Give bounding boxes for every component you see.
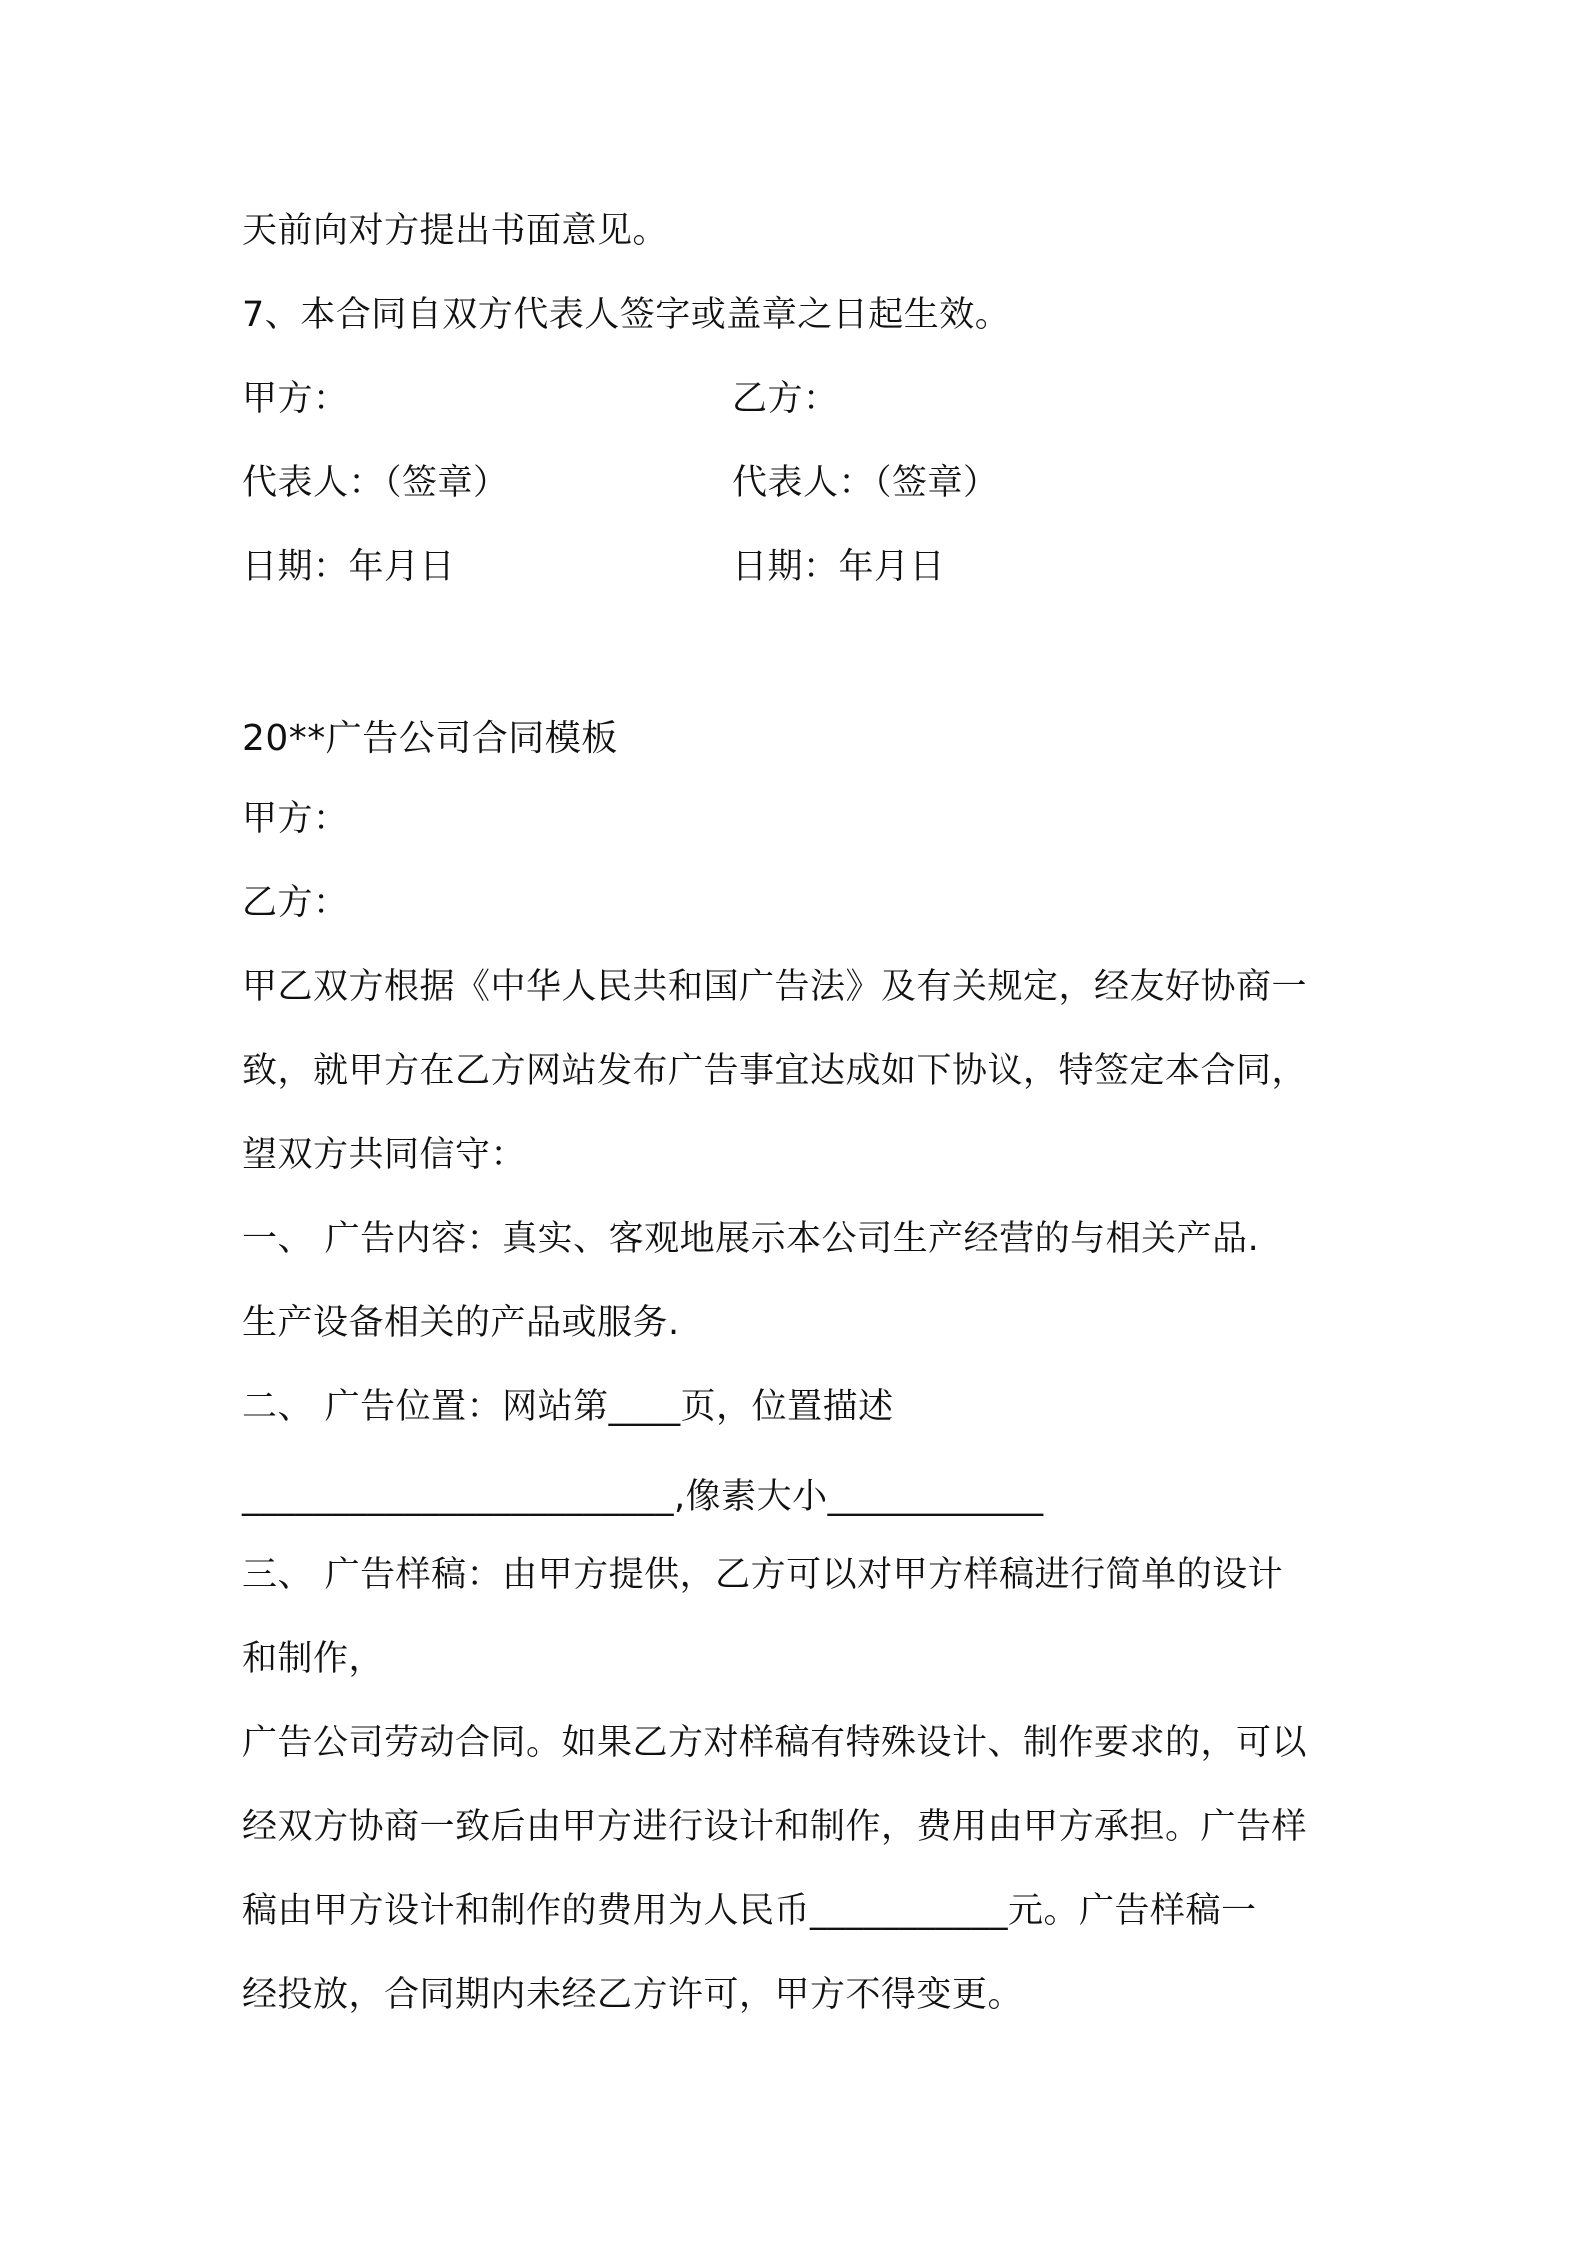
signature-party-b: 乙方： bbox=[732, 379, 839, 419]
signature-party-a: 甲方： bbox=[242, 379, 349, 419]
clause-7: 7、本合同自双方代表人签字或盖章之日起生效。 bbox=[242, 295, 1011, 335]
continuation-text: 天前向对方提出书面意见。 bbox=[242, 211, 669, 251]
section-3-line: 广告公司劳动合同。如果乙方对样稿有特殊设计、制作要求的，可以 bbox=[242, 1723, 1308, 1763]
section-3-line: 三、 广告样稿：由甲方提供，乙方可以对甲方样稿进行简单的设计 bbox=[242, 1555, 1284, 1595]
signature-rep-b: 代表人：（签章） bbox=[732, 463, 999, 503]
contract-party-b: 乙方： bbox=[242, 883, 349, 923]
section-2-line: 二、 广告位置：网站第____页，位置描述 bbox=[242, 1387, 894, 1427]
section-3-line: 稿由甲方设计和制作的费用为人民币___________元。广告样稿一 bbox=[242, 1891, 1257, 1931]
contract-party-a: 甲方： bbox=[242, 799, 349, 839]
section-1-line: 生产设备相关的产品或服务. bbox=[242, 1303, 680, 1343]
signature-rep-a: 代表人：（签章） bbox=[242, 463, 509, 503]
intro-line: 甲乙双方根据《中华人民共和国广告法》及有关规定，经友好协商一 bbox=[242, 967, 1308, 1007]
section-3-line: 经投放，合同期内未经乙方许可，甲方不得变更。 bbox=[242, 1975, 1024, 2015]
section-3-line: 经双方协商一致后由甲方进行设计和制作，费用由甲方承担。广告样 bbox=[242, 1807, 1308, 1847]
section-2-line: ________________________,像素大小____________ bbox=[242, 1477, 1044, 1517]
intro-line: 致，就甲方在乙方网站发布广告事宜达成如下协议，特签定本合同， bbox=[242, 1051, 1308, 1091]
signature-date-a: 日期：年月日 bbox=[242, 547, 456, 587]
section-1-line: 一、 广告内容：真实、客观地展示本公司生产经营的与相关产品. bbox=[242, 1219, 1260, 1259]
contract-title: 20**广告公司合同模板 bbox=[242, 718, 618, 759]
section-3-line: 和制作， bbox=[242, 1639, 385, 1679]
intro-line: 望双方共同信守： bbox=[242, 1135, 527, 1175]
signature-date-b: 日期：年月日 bbox=[732, 547, 946, 587]
